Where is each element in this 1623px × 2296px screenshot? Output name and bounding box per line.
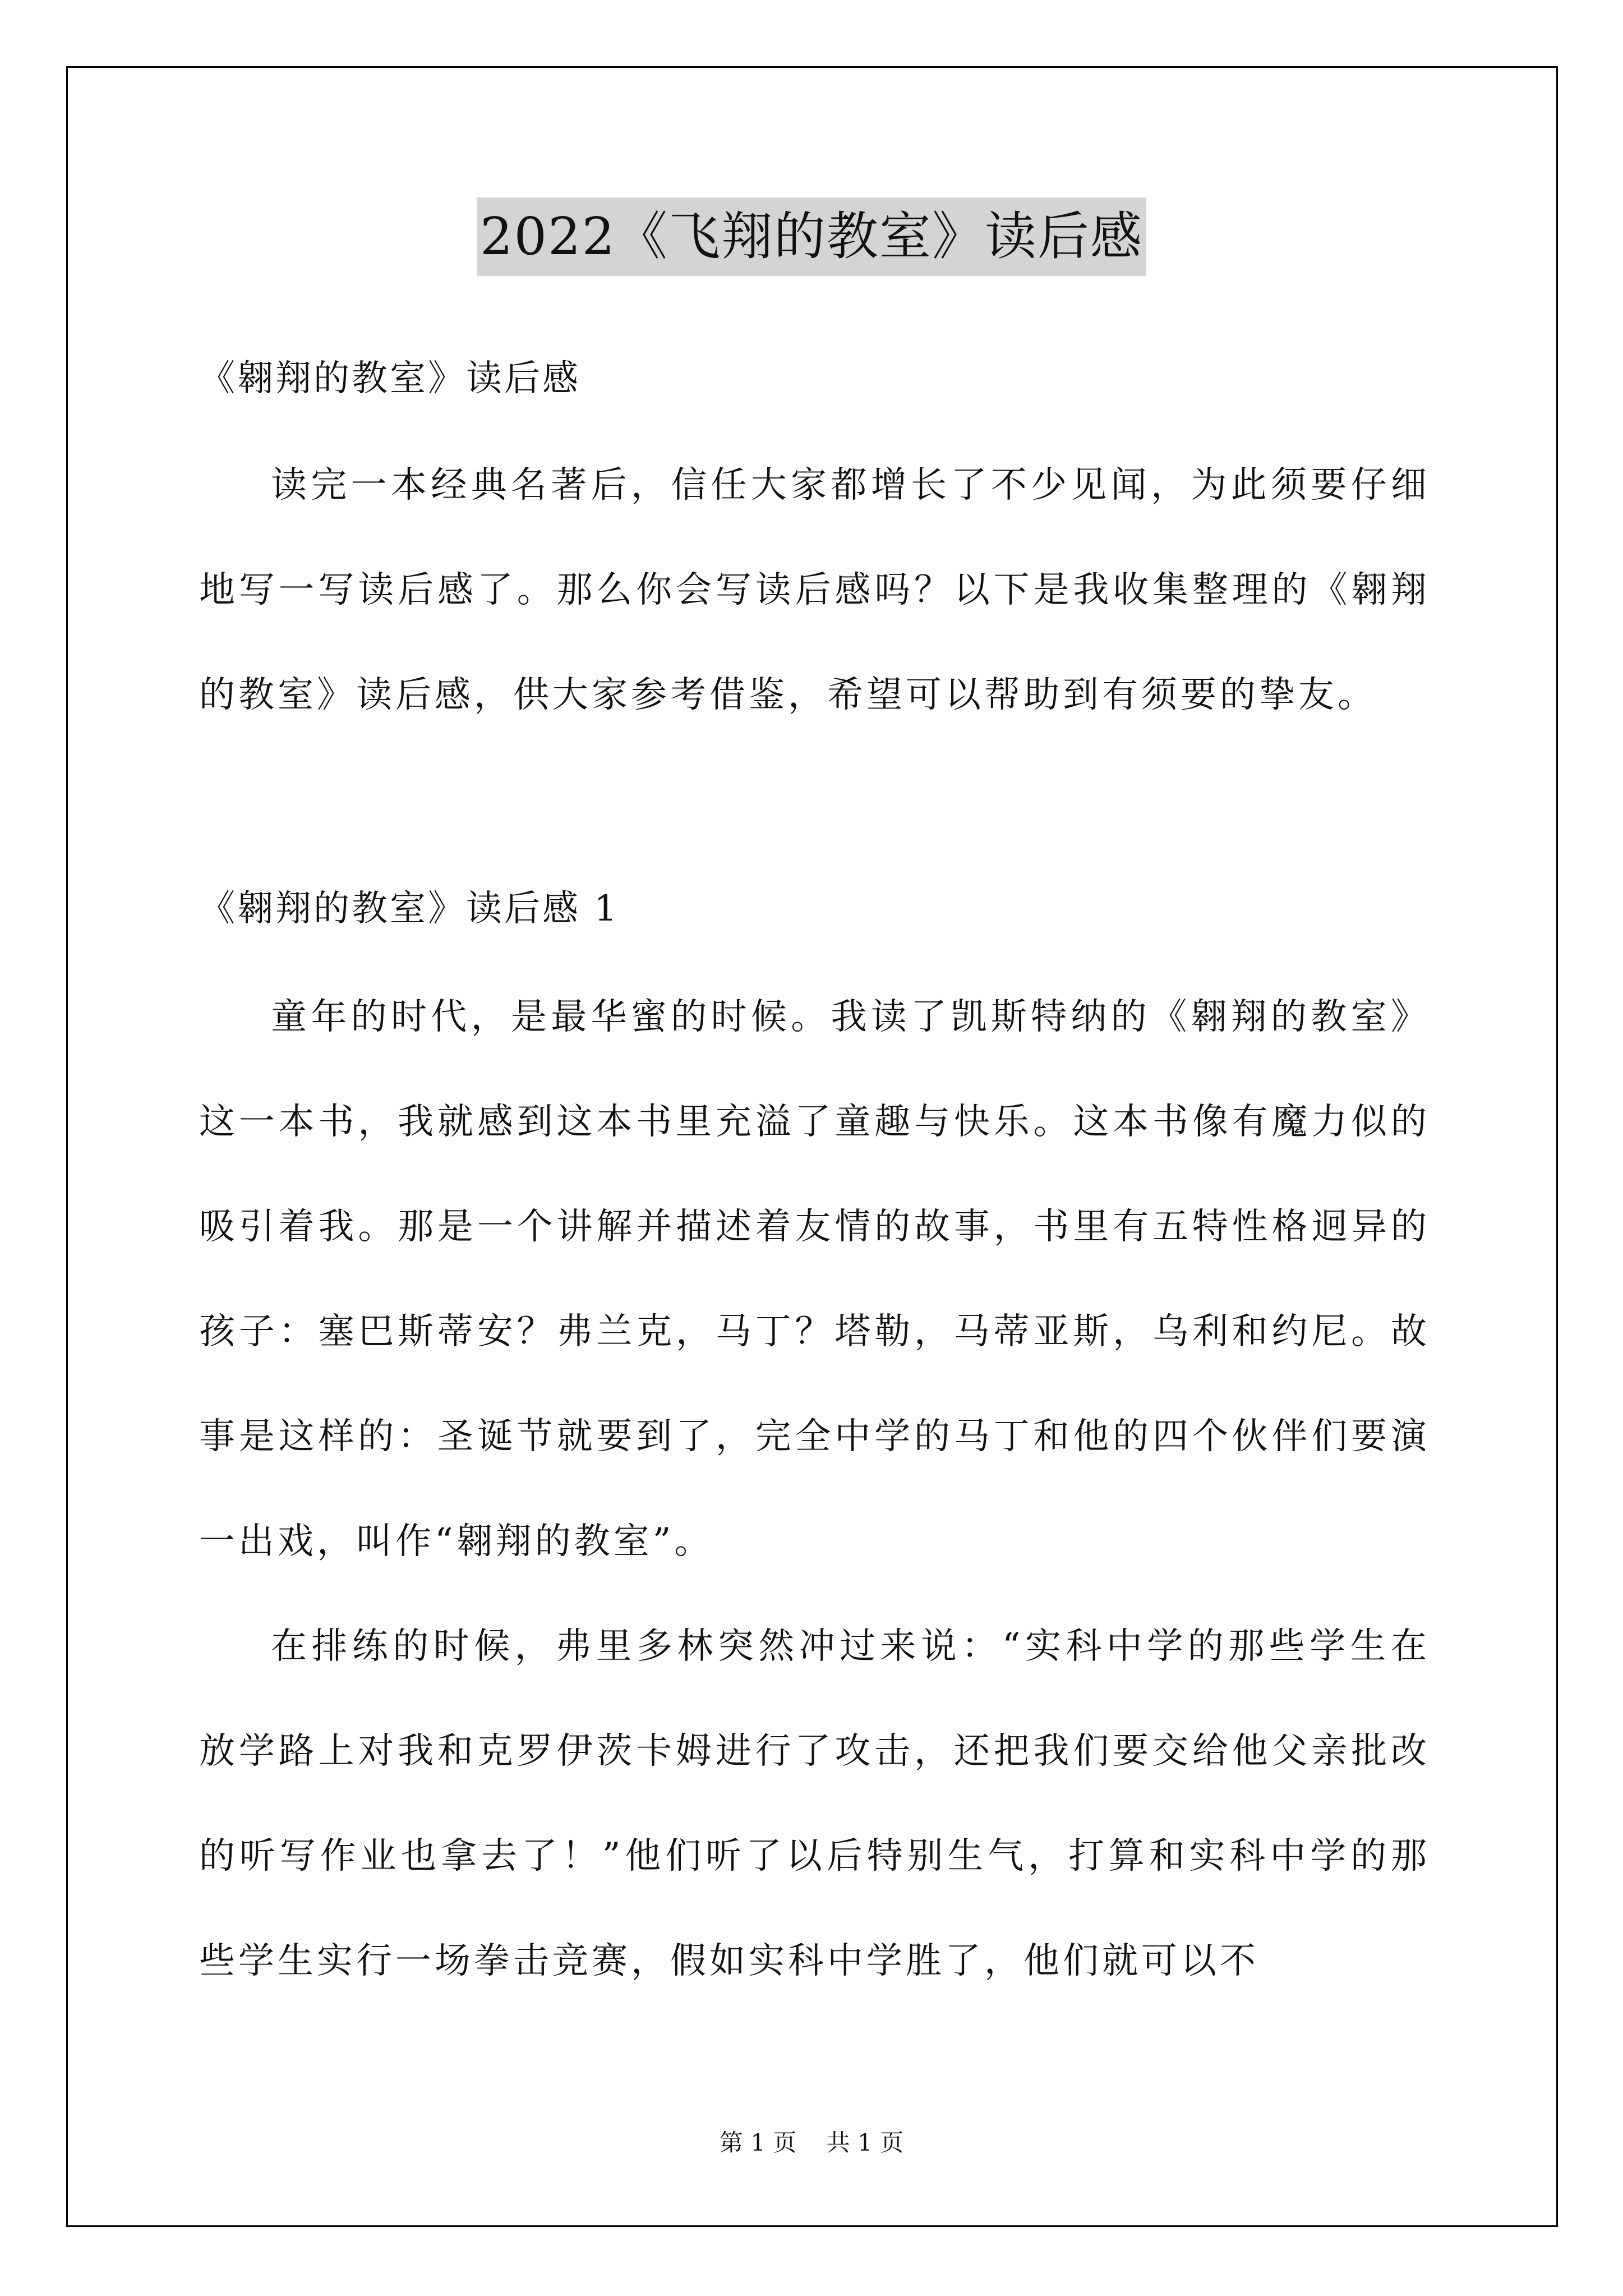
page-footer: [0, 2126, 1623, 2160]
section-paragraph-2: 在排练的时候，弗里多林突然冲过来说：“实科中学的那些学生在放学路上对我和克罗伊茨卡姆进行了攻击，还把我们要交给他父亲批改的听写作业也拿去了！”他们听了以后特别生气，打算和实科中学的那些学生实行一场拳击竞赛，假如实科中学胜了，他们就可以不: [199, 1626, 1430, 1982]
intro-paragraph-block: [199, 433, 1430, 748]
document-title: 2022《飞翔的教室》读后感: [477, 197, 1146, 276]
intro-paragraph: 读完一本经典名著后，信任大家都增长了不少见闻，为此须要仔细地写一写读后感了。那么你会写读后感吗？以下是我收集整理的《翱翔的教室》读后感，供大家参考借鉴，希望可以帮助到有须要的挚友。: [199, 464, 1430, 716]
document-subtitle: 《翱翔的教室》读后感: [199, 358, 580, 399]
page-number-total: 共 1 页: [826, 2129, 904, 2156]
section-heading: 《翱翔的教室》读后感 1: [199, 888, 620, 930]
section-paragraph-1: 童年的时代，是最华蜜的时候。我读了凯斯特纳的《翱翔的教室》这一本书，我就感到这本书里充溢了童趣与快乐。这本书像有魔力似的吸引着我。那是一个讲解并描述着友情的故事，书里有五特性格迥异的孩子：塞巴斯蒂安？弗兰克，马丁？塔勒，马蒂亚斯，乌利和约尼。故事是这样的：圣诞节就要到了，完全中学的马丁和他的四个伙伴们要演一出戏，叫作“翱翔的教室”。: [199, 996, 1430, 1562]
section-body: [199, 965, 1430, 2014]
page-number-current: 第 1 页: [719, 2129, 797, 2156]
title-container: [0, 197, 1623, 276]
